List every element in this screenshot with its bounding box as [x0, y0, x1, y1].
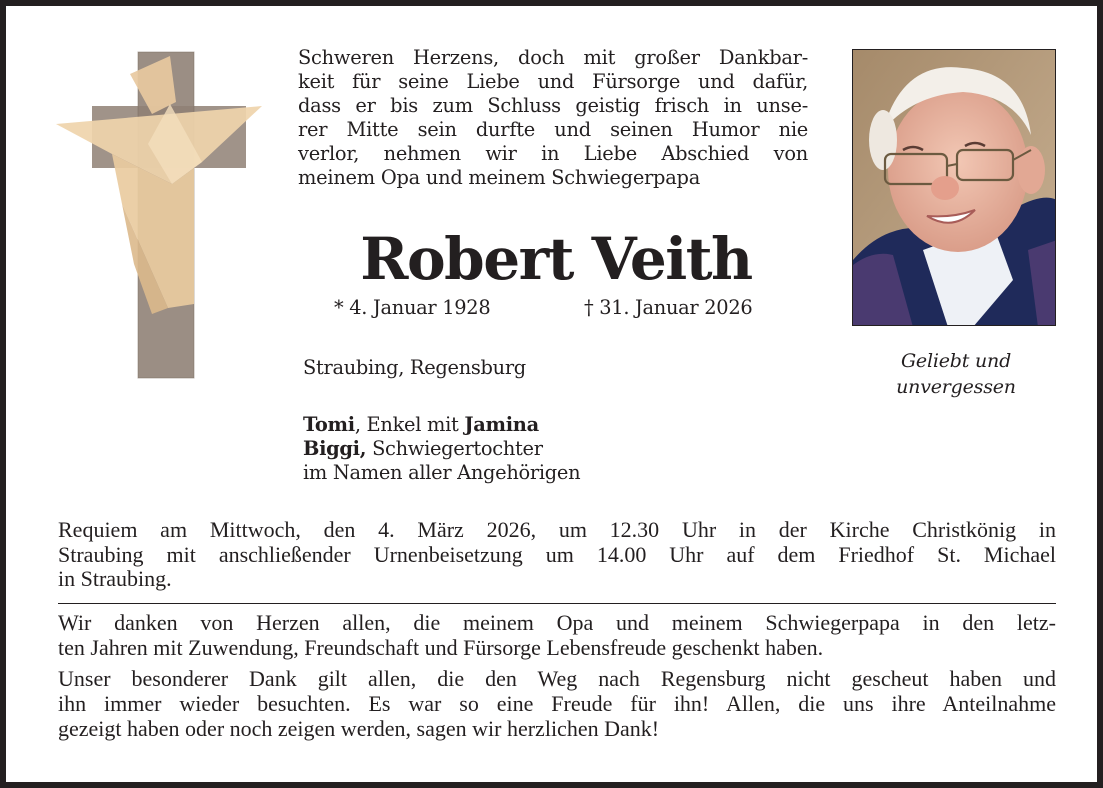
thanks-line: Wir danken von Herzen allen, die meinem Opa und meinem Schwiegerpapa in den letz-	[58, 610, 1056, 635]
motto-line: unvergessen	[896, 376, 1016, 398]
family-signatures	[303, 413, 580, 485]
intro-line: Schweren Herzens, doch mit großer Dankbar-	[298, 46, 808, 69]
thanks-paragraph	[58, 610, 1056, 660]
intro-line: rer Mitte sein durfte und seinen Humor nie	[298, 118, 808, 141]
portrait-photo	[852, 49, 1056, 326]
divider-line	[58, 603, 1056, 604]
family-name: Biggi,	[303, 437, 367, 460]
intro-paragraph	[298, 46, 808, 190]
death-date: † 31. Januar 2026	[584, 296, 753, 319]
family-line	[303, 413, 580, 437]
thanks-line: Unser besonderer Dank gilt allen, die den Weg nach Regensburg nicht gescheut haben und	[58, 666, 1056, 691]
requiem-line: Requiem am Mittwoch, den 4. März 2026, um 12.30 Uhr in der Kirche Christkönig in	[58, 517, 1056, 542]
motto-text	[846, 348, 1066, 400]
family-name: Tomi	[303, 413, 355, 436]
motto-line: Geliebt und	[900, 350, 1012, 372]
intro-line: meinem Opa und meinem Schwiegerpapa	[298, 166, 701, 189]
deceased-name: Robert Veith	[360, 225, 752, 293]
family-relation: Schwiegertochter	[366, 437, 543, 460]
requiem-line: in Straubing.	[58, 566, 172, 591]
intro-line: keit für seine Liebe und Fürsorge und dafür,	[298, 70, 808, 93]
thanks-line: ihn immer wieder besuchten. Es war so eine Freude für ihn! Allen, die uns ihre Anteilnahme	[58, 691, 1056, 716]
place-text: Straubing, Regensburg	[303, 356, 526, 379]
requiem-line: Straubing mit anschließender Urnenbeisetzung um 14.00 Uhr auf dem Friedhof St. Michael	[58, 541, 1056, 567]
family-relation: , Enkel mit	[354, 413, 465, 436]
requiem-paragraph	[58, 518, 1056, 592]
thanks-paragraph	[58, 666, 1056, 741]
thanks-section	[58, 610, 1056, 747]
family-line	[303, 437, 580, 461]
family-line	[303, 461, 580, 485]
family-relation: im Namen aller Angehörigen	[303, 461, 581, 484]
birth-date: * 4. Januar 1928	[334, 296, 491, 319]
family-name: Jamina	[464, 413, 539, 436]
thanks-line: gezeigt haben oder noch zeigen werden, sagen wir herzlichen Dank!	[58, 716, 660, 741]
crucifix-icon	[52, 44, 266, 380]
thanks-line: ten Jahren mit Zuwendung, Freundschaft und Fürsorge Lebensfreude geschenkt haben.	[58, 635, 824, 660]
intro-line: dass er bis zum Schluss geistig frisch in unse-	[298, 94, 808, 117]
intro-line: verlor, nehmen wir in Liebe Abschied von	[298, 142, 808, 165]
